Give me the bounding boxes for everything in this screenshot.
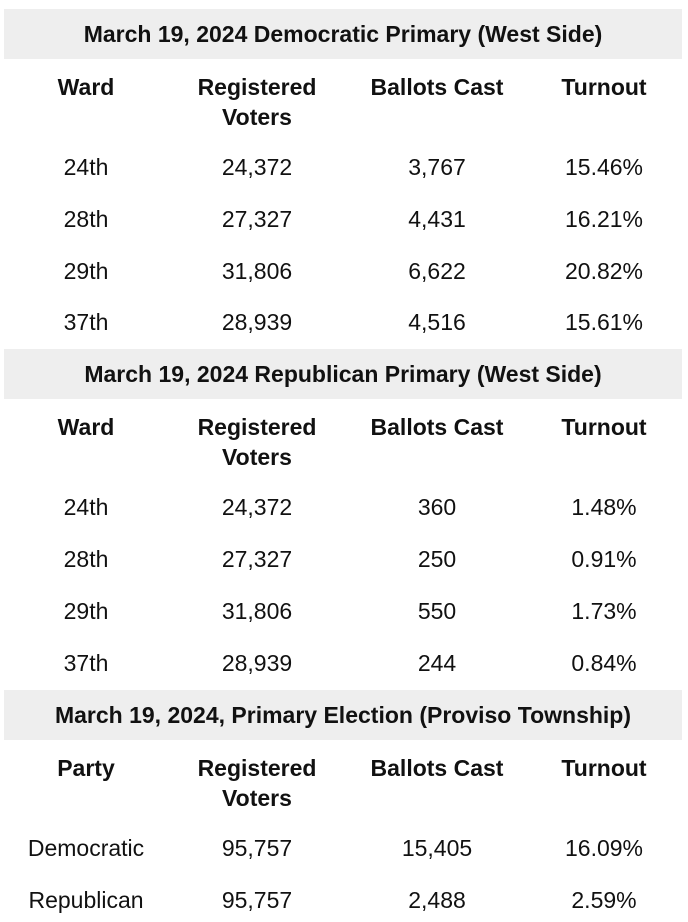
cell-turnout: 15.46%	[564, 154, 643, 180]
cell-turnout: 0.91%	[571, 546, 637, 572]
cell-ballots-cast: 550	[417, 598, 457, 624]
cell-registered-voters: 95,757	[221, 835, 293, 861]
cell-registered-voters: 24,372	[221, 154, 293, 180]
cell-registered-voters: 27,327	[221, 206, 293, 232]
cell-ballots-cast: 250	[417, 546, 457, 572]
cell-ballots-cast: 6,622	[408, 258, 466, 284]
cell-ballots-cast: 4,516	[408, 309, 466, 335]
cell-turnout: 16.21%	[564, 206, 643, 232]
cell-turnout: 15.61%	[564, 309, 643, 335]
header-line: Registered	[197, 74, 317, 100]
cell-turnout: 0.84%	[571, 650, 637, 676]
cell-ballots-cast: 244	[417, 650, 457, 676]
cell-registered-voters: 31,806	[221, 598, 293, 624]
table-title: March 19, 2024 Democratic Primary (West Side)	[4, 9, 682, 59]
cell-ward: 28th	[63, 206, 109, 232]
cell-ward: 24th	[63, 494, 109, 520]
cell-ballots-cast: 2,488	[408, 887, 466, 913]
cell-registered-voters: 31,806	[221, 258, 293, 284]
cell-party: Democratic	[27, 835, 145, 861]
column-header-ballots-cast: Ballots Cast	[370, 755, 504, 781]
cell-ward: 24th	[63, 154, 109, 180]
cell-ballots-cast: 4,431	[408, 206, 466, 232]
cell-registered-voters: 24,372	[221, 494, 293, 520]
column-header-registered-voters	[172, 412, 342, 472]
cell-turnout: 20.82%	[564, 258, 643, 284]
header-line: Voters	[222, 444, 292, 470]
table-title: March 19, 2024, Primary Election (Proviso Township)	[4, 690, 682, 740]
cell-registered-voters: 27,327	[221, 546, 293, 572]
table-title: March 19, 2024 Republican Primary (West Side)	[4, 349, 682, 399]
cell-turnout: 16.09%	[564, 835, 643, 861]
cell-registered-voters: 28,939	[221, 650, 293, 676]
cell-ward: 28th	[63, 546, 109, 572]
header-line: Voters	[222, 104, 292, 130]
header-line: Registered	[197, 414, 317, 440]
column-header-turnout: Turnout	[561, 74, 647, 100]
column-header-ballots-cast: Ballots Cast	[370, 414, 504, 440]
cell-ballots-cast: 15,405	[401, 835, 473, 861]
column-header-registered-voters	[172, 72, 342, 132]
cell-ward: 37th	[63, 650, 109, 676]
column-header-party: Party	[57, 755, 115, 781]
column-header-turnout: Turnout	[561, 755, 647, 781]
cell-turnout: 1.48%	[571, 494, 637, 520]
cell-turnout: 1.73%	[571, 598, 637, 624]
cell-registered-voters: 28,939	[221, 309, 293, 335]
column-header-registered-voters	[172, 753, 342, 813]
cell-ballots-cast: 3,767	[408, 154, 466, 180]
header-line: Voters	[222, 785, 292, 811]
cell-ward: 37th	[63, 309, 109, 335]
column-header-ward: Ward	[57, 414, 115, 440]
cell-ward: 29th	[63, 598, 109, 624]
column-header-ballots-cast: Ballots Cast	[370, 74, 504, 100]
header-line: Registered	[197, 755, 317, 781]
cell-ward: 29th	[63, 258, 109, 284]
cell-turnout: 2.59%	[571, 887, 637, 913]
cell-ballots-cast: 360	[417, 494, 457, 520]
column-header-ward: Ward	[57, 74, 115, 100]
cell-registered-voters: 95,757	[221, 887, 293, 913]
column-header-turnout: Turnout	[561, 414, 647, 440]
cell-party: Republican	[28, 887, 144, 913]
